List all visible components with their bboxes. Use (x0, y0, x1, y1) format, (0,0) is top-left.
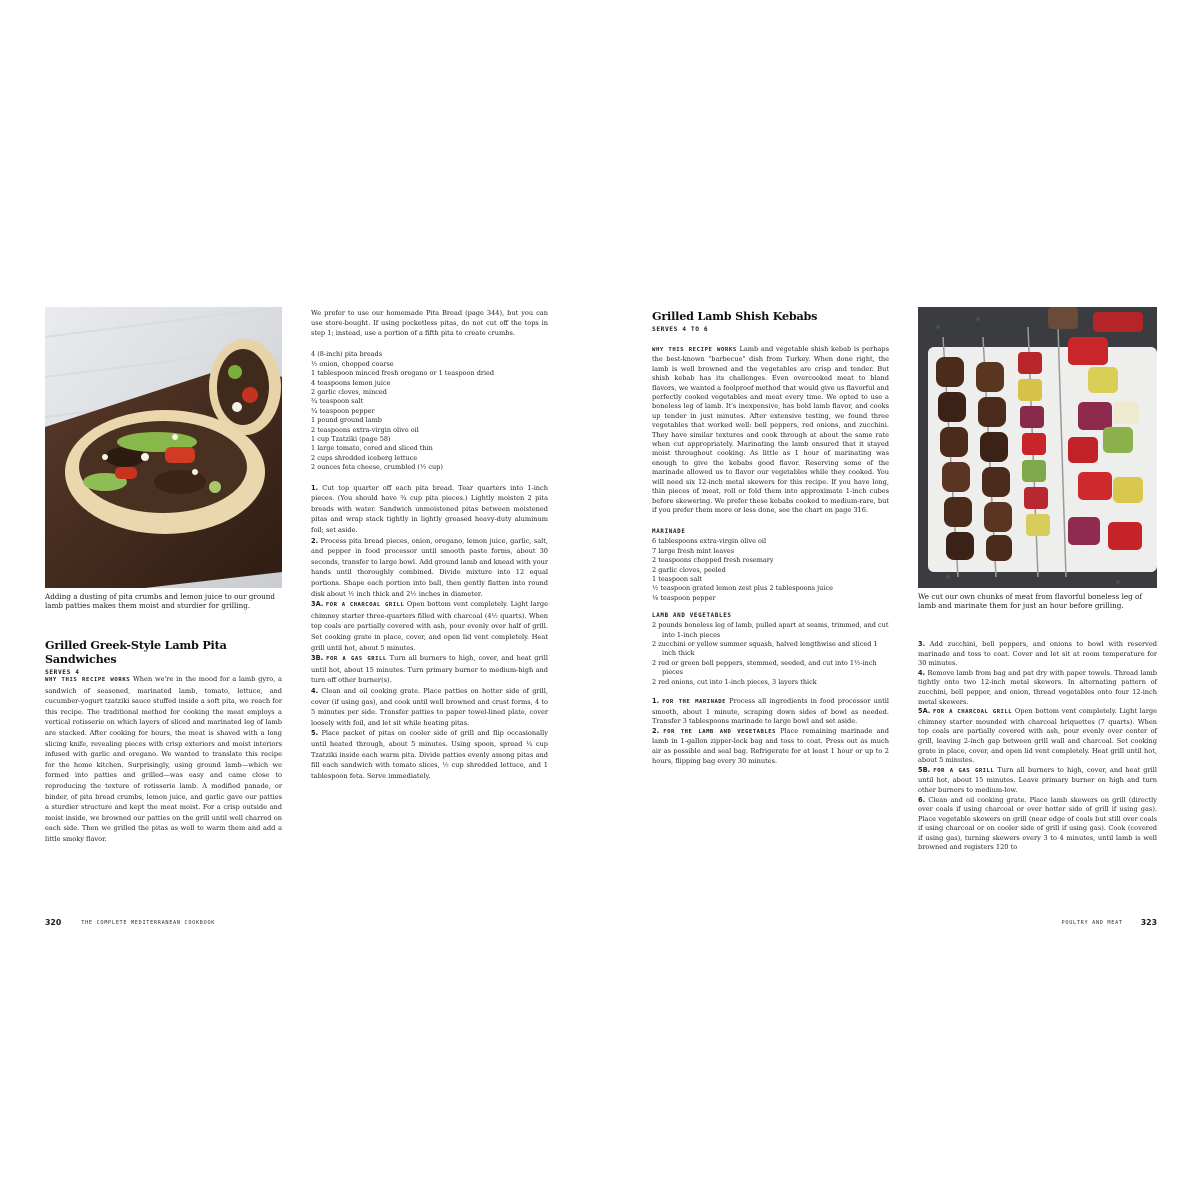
ingredient: 2 cups shredded iceberg lettuce (311, 453, 418, 462)
step (311, 653, 548, 686)
ingredient-list (311, 350, 548, 472)
step (311, 599, 548, 653)
lamb-heading: LAMB AND VEGETABLES (652, 613, 732, 620)
step (918, 766, 1157, 796)
page-number: 320 (45, 918, 62, 927)
step-text: Process pita bread pieces, onion, oregano, lemon juice, garlic, salt, and pepper in food processor until smooth paste forms, about 30 seconds, transfer to large bowl. Add ground lamb and knead with your hands until thoroughly combined. Divide mixture into 12 equal portions. Shape each portion into ball, then gently flatten into round disk about ½ inch thick and 2½ inches in diameter. (311, 536, 548, 598)
ingredient: 2 ounces feta cheese, crumbled (½ cup) (311, 463, 443, 472)
ingredient: ½ teaspoon grated lemon zest plus 2 tablespoons juice (652, 584, 833, 593)
ingredient: ⅛ teaspoon pepper (652, 593, 716, 602)
recipe-header (45, 638, 282, 676)
step-text: Turn all burners to high, cover, and heat grill until hot, about 15 minutes. Turn primary burner to medium-high and turn off other burner(s). (311, 654, 548, 685)
ingredient: 1 teaspoon salt (652, 574, 703, 583)
lamb-list (652, 621, 889, 687)
recipe-title: Grilled Greek-Style Lamb Pita Sandwiches (45, 638, 227, 666)
step-number: 1. (311, 483, 319, 492)
step-text: Place packet of pitas on cooler side of grill and flip occasionally until heated through, about 5 minutes. Using spoon, spread ¼ cup Tzatziki inside each warm pita. Divide patties evenly among pitas and fill each sandwich with tomato slices, ½ cup shredded lettuce, and 1 tablespoon feta. Serve immediately. (311, 729, 548, 780)
step-text: Process all ingredients in food processor until smooth, about 1 minute, scraping down sides of bowl as needed. Transfer 3 tablespoons marinade to large bowl and set aside. (652, 697, 889, 726)
step-list (652, 697, 889, 766)
serves-label: SERVES 4 (45, 669, 80, 676)
step-caption: FOR A GAS GRILL (933, 767, 995, 774)
ingredient: ¾ teaspoon salt (311, 397, 364, 406)
step-text: Clean and oil cooking grate. Place patties on hotter side of grill, cover (if using gas), and cook until well browned and crust forms, 4 to 5 minutes per side. Transfer patties to paper towel-lined plate, cover loosely with foil, and let sit while heating pitas. (311, 686, 548, 727)
ingredient: 1 large tomato, cored and sliced thin (311, 444, 433, 453)
ingredient: 2 red or green bell peppers, stemmed, seeded, and cut into 1½-inch pieces (652, 658, 877, 677)
why-this-recipe-works (652, 345, 889, 515)
step-number: 3. (918, 640, 926, 648)
step (918, 640, 1157, 669)
photo-caption: Adding a dusting of pita crumbs and lemon juice to our ground lamb patties makes them moist and sturdier for grilling. (45, 592, 276, 611)
step-text: Add zucchini, bell peppers, and onions to bowl with reserved marinade and toss to coat. Cover and let sit at room temperature for 30 minutes. (918, 640, 1157, 668)
step-number: 5. (311, 729, 319, 738)
step (311, 483, 548, 536)
ingredient: 2 teaspoons extra-virgin olive oil (311, 425, 419, 434)
ingredient: 1 cup Tzatziki (page 58) (311, 435, 391, 444)
step-text: Open bottom vent completely. Light large chimney starter mounded with charcoal briquettes (7 quarts). When top coals are partially covered with ash, pour evenly over center of grill, leaving 2-inch gap between grill wall and charcoal. Set cooking grate in place, cover, and open lid vent completely. Heat grill until hot, about 5 minutes. (918, 707, 1157, 765)
step-text: Open bottom vent completely. Light large chimney starter three-quarters filled with charcoal (4½ quarts). When top coals are partially covered with ash, pour evenly over half of grill. Set cooking grate in place, cover, and open lid vent completely. Heat grill until hot, about 5 minutes. (311, 600, 548, 652)
marinade-list (652, 537, 889, 603)
ingredient: 4 teaspoons lemon juice (311, 378, 391, 387)
left-recipe-column (311, 309, 548, 781)
ingredient: 1 pound ground lamb (311, 416, 382, 425)
step-caption: FOR THE MARINADE (662, 699, 727, 705)
step (918, 669, 1157, 707)
lamb-kebab-photo (918, 307, 1157, 588)
ingredient: 2 garlic cloves, peeled (652, 565, 726, 574)
step-number: 5B. (918, 765, 931, 774)
ingredient: 1 tablespoon minced fresh oregano or 1 teaspoon dried (311, 369, 495, 378)
recipe-note: We prefer to use our homemade Pita Bread (page 344), but you can use store-bought. If using pocketless pitas, do not cut off the tops in step 1; instead, use a portion of a fifth pita to create crumbs. (311, 309, 548, 337)
step (918, 707, 1157, 766)
step-caption: FOR A CHARCOAL GRILL (325, 602, 405, 609)
right-footer (1000, 918, 1157, 927)
step-number: 4. (311, 686, 319, 695)
step-number: 5A. (918, 707, 931, 716)
step-number: 2. (311, 536, 319, 545)
left-footer (45, 918, 285, 927)
step-caption: FOR A CHARCOAL GRILL (933, 709, 1013, 716)
ingredient: 2 teaspoons chopped fresh rosemary (652, 556, 774, 565)
photo-caption: We cut our own chunks of meat from flavorful boneless leg of lamb and marinate them for just an hour before grilling. (918, 592, 1143, 611)
marinade-heading: MARINADE (652, 529, 686, 536)
step-text: Clean and oil cooking grate. Place lamb skewers on grill (directly over coals if using charcoal or over hotter side of grill if using gas). Place vegetable skewers on grill (near edge of coals but still over coals if using charcoal or on cooler side of grill if using gas). Cook (covered if using gas), turning skewers every 3 to 4 minutes, until lamb is well browned and registers 120 to (918, 795, 1157, 852)
ingredient: 2 zucchini or yellow summer squash, halved lengthwise and sliced 1 inch thick (652, 639, 878, 658)
step-text: Turn all burners to high, cover, and heat grill until hot, about 15 minutes. Leave primary burner on high and turn other burners to medium-low. (918, 765, 1157, 794)
ingredient: ¾ teaspoon pepper (311, 406, 375, 415)
ingredient: 2 red onions, cut into 1-inch pieces, 3 layers thick (652, 677, 817, 686)
ingredient: 6 tablespoons extra-virgin olive oil (652, 537, 767, 546)
step-list (311, 483, 548, 782)
step (652, 697, 889, 727)
step (311, 536, 548, 600)
right-steps-column (918, 640, 1157, 853)
step-number: 6. (918, 795, 926, 804)
step-number: 2. (652, 726, 660, 735)
running-head: POULTRY AND MEAT (1061, 919, 1123, 926)
pita-sandwich-photo (45, 307, 282, 588)
step-number: 3A. (311, 600, 324, 609)
step (311, 728, 548, 781)
ingredient: 4 (8-inch) pita breads (311, 350, 383, 359)
step (311, 686, 548, 728)
recipe-title: Grilled Lamb Shish Kebabs (652, 309, 818, 323)
why-text: When we're in the mood for a lamb gyro, a sandwich of seasoned, marinated lamb, tomato, lettuce, and cucumber-yogurt tzatziki sauce stuffed inside a soft pita, we reach for this recipe. The traditional method for cooking the meat employs a vertical rotisserie on which layers of sliced and marinated leg of lamb are stacked. After cooking for hours, the meat is shaved with a long slicing knife, revealing pieces with crisp exteriors and moist interiors infused with garlic and oregano. We wanted to translate this recipe for the home kitchen. Surprisingly, using ground lamb—which we formed into patties and grilled—was easy and came close to reproducing the texture of rotisserie lamb. A modified panade, or binder, of pita bread crumbs, lemon juice, and garlic gave our patties a sturdier structure and kept the meat moist. For a crisp outside and moist inside, we browned our patties on the grill until well charred on each side. Then we grilled the pitas as well to warm them and add a little smoky flavor. (45, 675, 282, 843)
step (918, 796, 1157, 854)
step-text: Place remaining marinade and lamb in 1-gallon zipper-lock bag and toss to coat. Press out as much air as possible and seal bag. Refrigerate for at least 1 hour or up to 2 hours, flipping bag every 30 minutes. (652, 726, 889, 765)
ingredient: 7 large fresh mint leaves (652, 546, 735, 555)
right-recipe-column (652, 309, 889, 766)
ingredient: 2 pounds boneless leg of lamb, pulled apart at seams, trimmed, and cut into 1-inch pieces (652, 621, 889, 639)
step (652, 727, 889, 766)
step-text: Cut top quarter off each pita bread. Tear quarters into 1-inch pieces. (You should have ¾ cup pita pieces.) Lightly moisten 2 pita breads with water. Sandwich unmoistened pitas between moistened pitas and wrap stack tightly in lightly greased heavy-duty aluminum foil; set aside. (311, 483, 548, 535)
step-caption: FOR THE LAMB AND VEGETABLES (663, 728, 776, 735)
page-number: 323 (1140, 918, 1157, 927)
running-head: THE COMPLETE MEDITERRANEAN COOKBOOK (81, 919, 216, 926)
why-lead: WHY THIS RECIPE WORKS (652, 347, 737, 353)
why-this-recipe-works (45, 674, 282, 845)
step-number: 4. (918, 668, 926, 677)
serves-label: SERVES 4 TO 6 (652, 326, 709, 333)
why-lead: WHY THIS RECIPE WORKS (45, 677, 131, 683)
step-caption: FOR A GAS GRILL (326, 656, 387, 663)
step-text: Remove lamb from bag and pat dry with paper towels. Thread lamb tightly onto two 12-inch metal skewers. In alternating pattern of zucchini, bell pepper, and onion, thread vegetables onto four 12-inch metal skewers. (918, 668, 1157, 706)
why-text: Lamb and vegetable shish kebab is perhaps the best-known "barbecue" dish from Turkey. When done right, the lamb is well browned and the vegetables are crisp and tender. But shish kebab has its challenges. Even overcooked meat to bland flavors, we wanted a foolproof method that would give us flavorful and perfectly cooked vegetables and meat every time. We opted to use a boneless leg of lamb. It's inexpensive, has bold lamb flavor, and cooks up tender in just minutes. After extensive testing, we found three vegetables that worked well: bell peppers, red onions, and zucchini. They have similar textures and cook through at about the same rate when cut appropriately. Marinating the lamb ensured that it stayed moist throughout cooking. As little as 1 hour of marinating was enough to give the kebabs good flavor. Reserving some of the marinade allowed us to flavor our vegetables while they cooked. You will need six 12-inch metal skewers for this recipe. If you have long, thin pieces of meat, roll or fold them into approximate 1-inch cubes before skewering. We prefer these kebabs cooked to medium-rare, but if you prefer them more or less done, see the chart on page 316. (652, 345, 889, 514)
ingredient: ½ onion, chopped coarse (311, 359, 394, 368)
step-number: 1. (652, 697, 660, 705)
ingredient: 2 garlic cloves, minced (311, 388, 387, 397)
step-number: 3B. (311, 654, 324, 663)
